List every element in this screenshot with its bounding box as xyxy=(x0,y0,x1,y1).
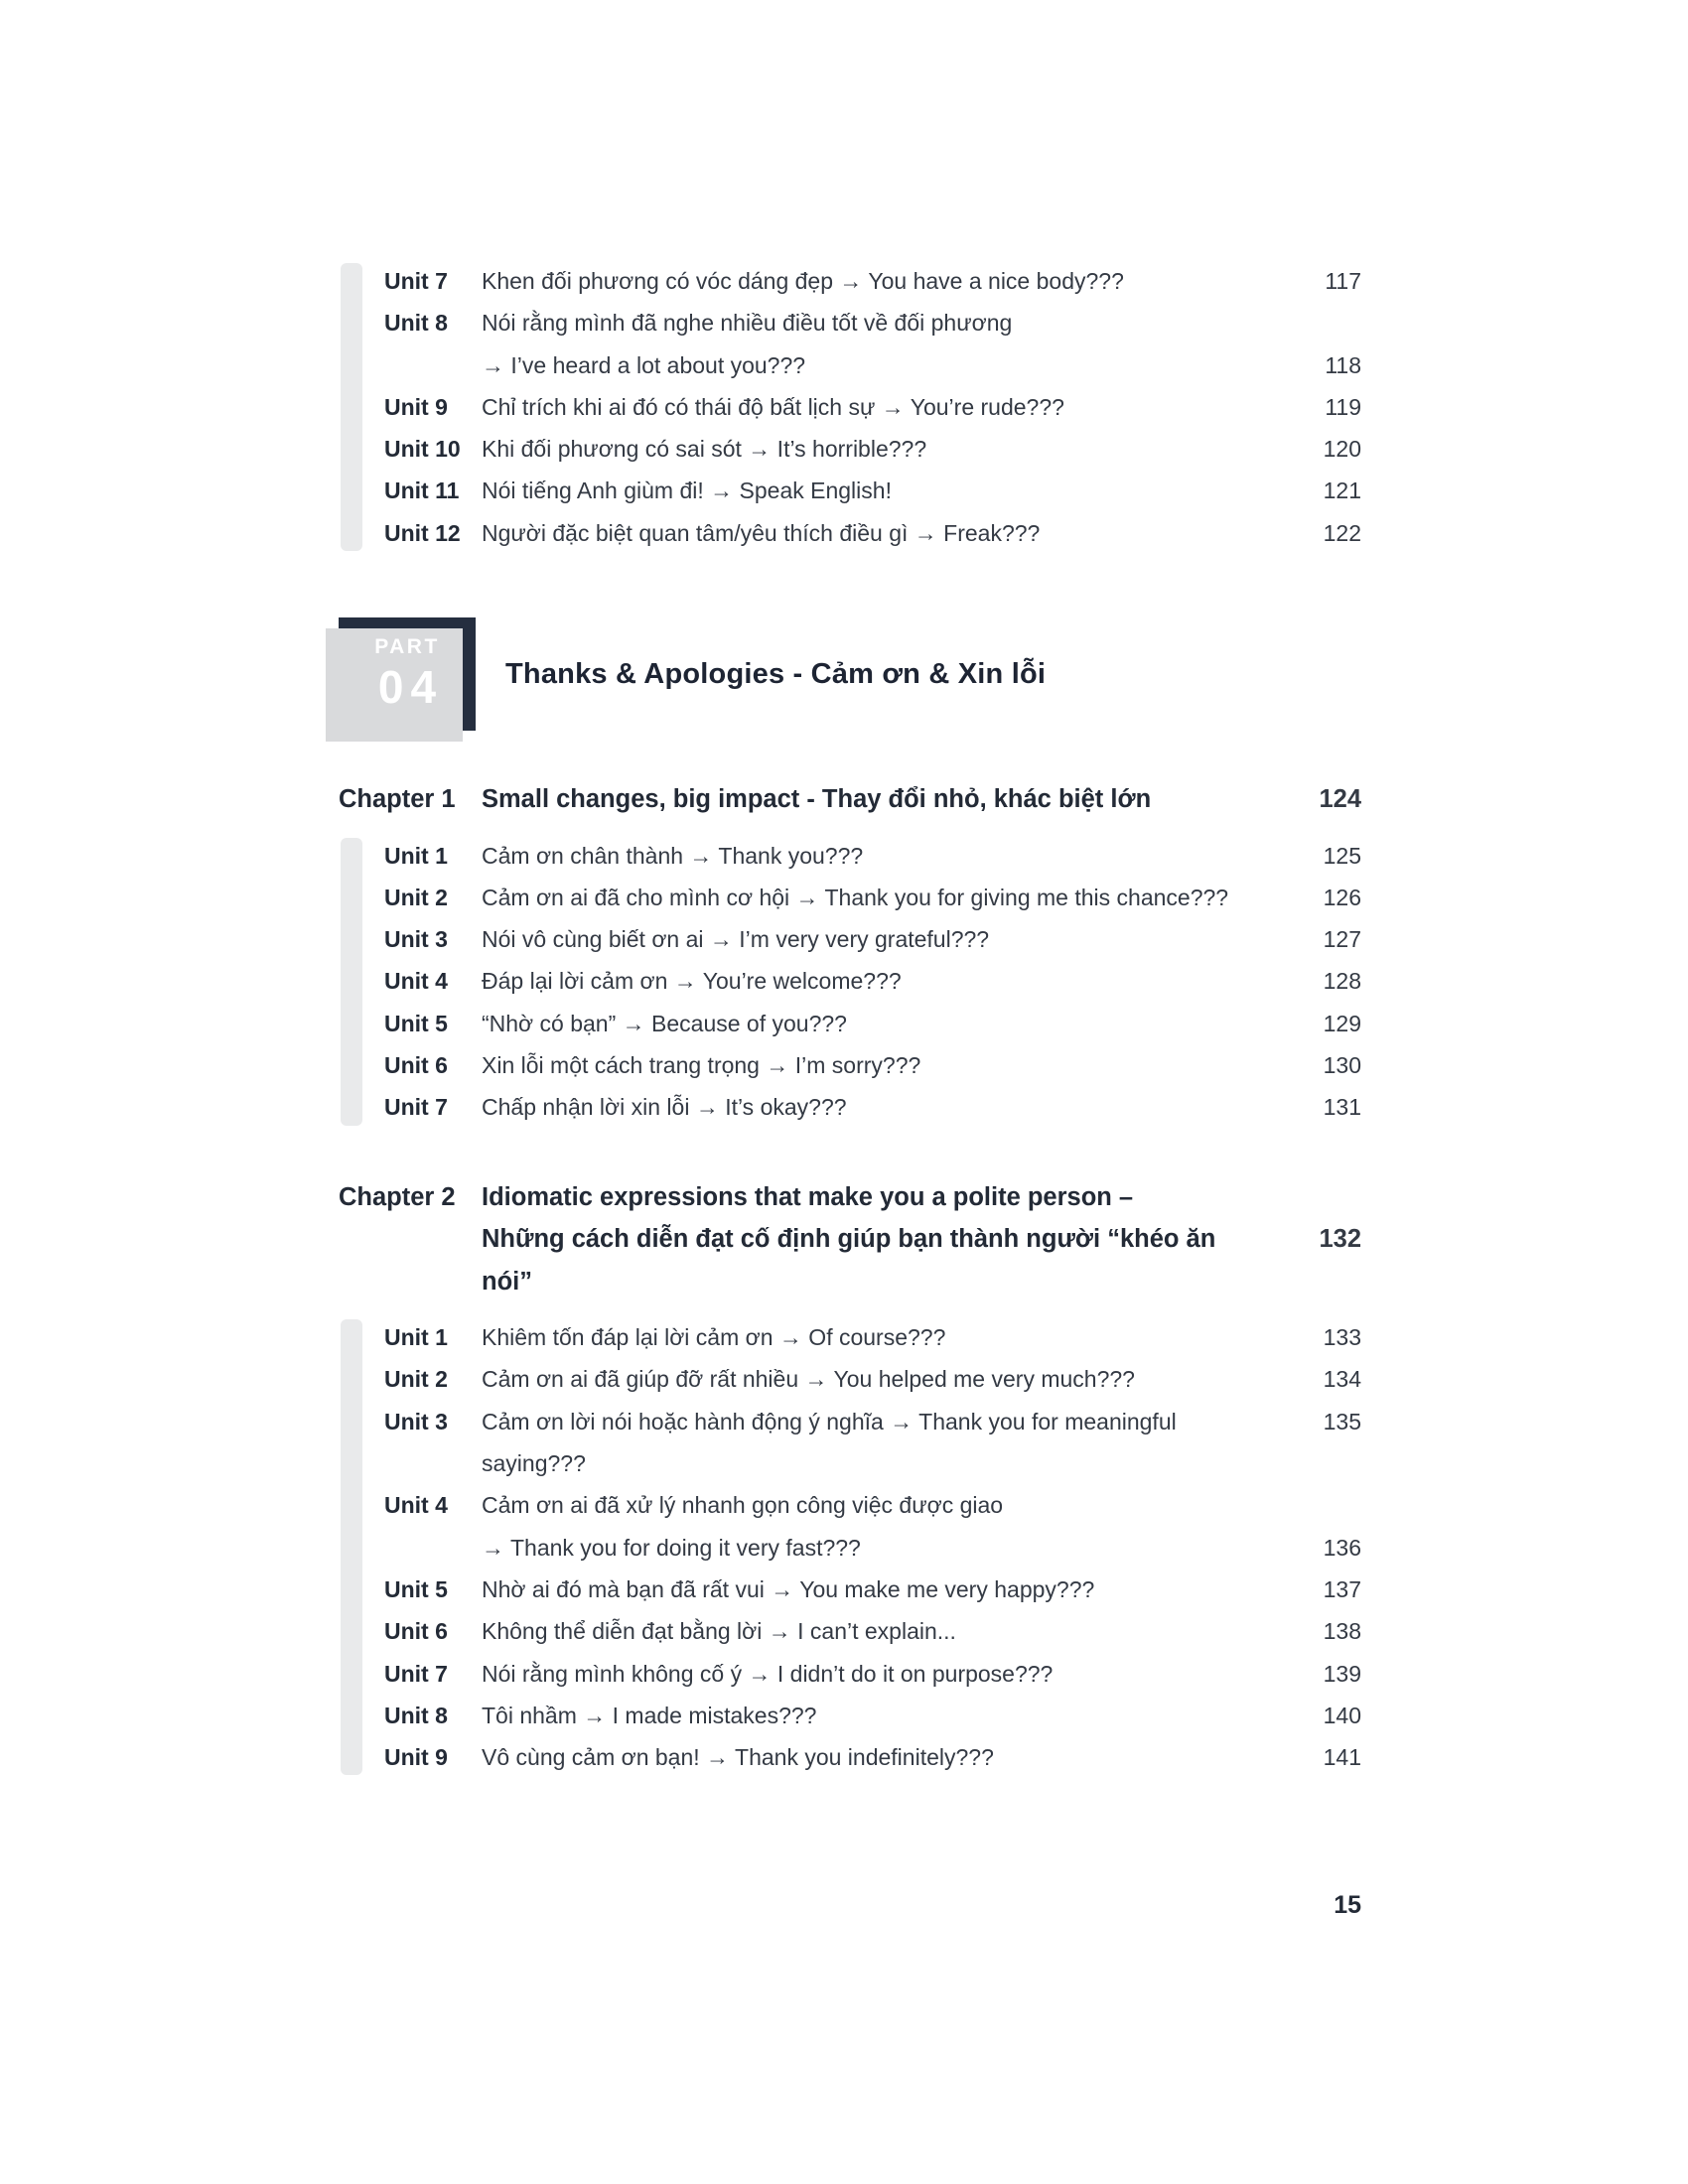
part-header xyxy=(339,617,1361,731)
toc-line xyxy=(482,344,1361,386)
toc-line xyxy=(482,1484,1361,1526)
unit-page-number: 129 xyxy=(1323,1010,1361,1036)
unit-body xyxy=(482,1736,1361,1778)
unit-label: Unit 2 xyxy=(384,884,448,910)
chapter-heading xyxy=(339,778,1361,821)
unit-entry-text: Cảm ơn ai đã giúp đỡ rất nhiều → You helped me very much??? xyxy=(482,1366,1135,1393)
unit-list xyxy=(339,260,1361,554)
toc-line xyxy=(482,1086,1361,1128)
toc-unit-row xyxy=(384,470,1361,511)
toc-unit-row xyxy=(384,960,1361,1002)
unit-group-bar xyxy=(341,838,362,1126)
unit-label: Unit 7 xyxy=(384,1094,448,1121)
toc-line xyxy=(482,512,1361,554)
toc-unit-row xyxy=(384,1695,1361,1736)
toc-unit-row xyxy=(384,1003,1361,1044)
unit-entry-text: Cảm ơn lời nói hoặc hành động ý nghĩa → Thank you for meaningful saying??? xyxy=(482,1408,1177,1477)
unit-entry-text: Đáp lại lời cảm ơn → You’re welcome??? xyxy=(482,968,902,995)
unit-label: Unit 9 xyxy=(384,393,448,420)
unit-page-number: 138 xyxy=(1323,1618,1361,1645)
chapter-page-number: 132 xyxy=(1319,1225,1361,1254)
part-badge xyxy=(339,617,476,731)
part-number: 04 xyxy=(377,660,444,713)
unit-entry-text: Tôi nhầm → I made mistakes??? xyxy=(482,1702,817,1728)
unit-entry-text: Không thể diễn đạt bằng lời → I can’t explain... xyxy=(482,1618,956,1645)
unit-body xyxy=(482,960,1361,1002)
toc-unit-row xyxy=(384,1401,1361,1485)
toc-line xyxy=(482,428,1361,470)
unit-page-number: 126 xyxy=(1323,884,1361,910)
toc-unit-row xyxy=(384,1610,1361,1652)
unit-entry-text: Khi đối phương có sai sót → It’s horrible??? xyxy=(482,436,927,463)
unit-entry-text: → I’ve heard a lot about you??? xyxy=(482,351,806,378)
toc-unit-row xyxy=(384,1316,1361,1358)
unit-label: Unit 11 xyxy=(384,478,460,504)
toc-unit-row xyxy=(384,1044,1361,1086)
chapter-title-lines xyxy=(482,778,1361,821)
toc-line xyxy=(482,1316,1361,1358)
unit-page-number: 134 xyxy=(1323,1366,1361,1393)
toc-line xyxy=(482,302,1361,343)
unit-page-number: 140 xyxy=(1323,1702,1361,1728)
toc-unit-row xyxy=(384,1358,1361,1400)
toc-line xyxy=(482,1695,1361,1736)
unit-entry-text: Nói rằng mình đã nghe nhiều điều tốt về đối phương xyxy=(482,310,1013,337)
unit-label: Unit 12 xyxy=(384,519,461,546)
chapter-page-number: 124 xyxy=(1319,785,1361,814)
unit-entry-text: Khen đối phương có vóc dáng đẹp → You have a nice body??? xyxy=(482,268,1124,294)
unit-page-number: 131 xyxy=(1323,1094,1361,1121)
unit-entry-text: Khiêm tốn đáp lại lời cảm ơn → Of course??? xyxy=(482,1324,946,1351)
unit-entry-text: Người đặc biệt quan tâm/yêu thích điều gì → Freak??? xyxy=(482,519,1041,546)
unit-body xyxy=(482,1358,1361,1400)
chapter-heading xyxy=(339,1176,1361,1303)
unit-body xyxy=(482,1044,1361,1086)
toc-line xyxy=(482,835,1361,877)
top-unit-list-slot xyxy=(339,260,1361,554)
unit-page-number: 120 xyxy=(1323,436,1361,463)
unit-page-number: 127 xyxy=(1323,926,1361,953)
unit-label: Unit 1 xyxy=(384,842,448,869)
chapter-title-lines xyxy=(482,1176,1361,1303)
toc-line xyxy=(482,877,1361,918)
unit-entry-text: Nói rằng mình không cố ý → I didn’t do it on purpose??? xyxy=(482,1660,1054,1687)
unit-body xyxy=(482,918,1361,960)
unit-page-number: 118 xyxy=(1325,351,1361,378)
toc-line xyxy=(482,1736,1361,1778)
unit-label: Unit 2 xyxy=(384,1366,448,1393)
unit-entry-text: Cảm ơn ai đã xử lý nhanh gọn công việc được giao xyxy=(482,1492,1004,1519)
unit-entry-text: Nhờ ai đó mà bạn đã rất vui → You make me very happy??? xyxy=(482,1575,1095,1602)
toc-unit-row xyxy=(384,1653,1361,1695)
toc-line xyxy=(482,1358,1361,1400)
unit-body xyxy=(482,835,1361,877)
unit-body xyxy=(482,1316,1361,1358)
unit-page-number: 141 xyxy=(1323,1744,1361,1771)
toc-line xyxy=(482,1401,1361,1485)
unit-page-number: 125 xyxy=(1323,842,1361,869)
unit-body xyxy=(482,1086,1361,1128)
unit-entry-text: Chỉ trích khi ai đó có thái độ bất lịch sự → You’re rude??? xyxy=(482,393,1064,420)
unit-label: Unit 7 xyxy=(384,268,448,294)
unit-page-number: 135 xyxy=(1323,1408,1361,1434)
unit-label: Unit 4 xyxy=(384,1492,448,1519)
chapter-label: Chapter 2 xyxy=(339,1182,456,1211)
unit-label: Unit 6 xyxy=(384,1618,448,1645)
toc-line xyxy=(482,1003,1361,1044)
unit-body xyxy=(482,428,1361,470)
unit-page-number: 133 xyxy=(1323,1324,1361,1351)
unit-body xyxy=(482,1653,1361,1695)
unit-label: Unit 1 xyxy=(384,1324,448,1351)
unit-list xyxy=(339,1316,1361,1778)
unit-body xyxy=(482,1484,1361,1569)
chapter-list xyxy=(339,778,1361,1778)
unit-entry-text: Xin lỗi một cách trang trọng → I’m sorry??? xyxy=(482,1052,921,1079)
unit-body xyxy=(482,302,1361,386)
unit-label: Unit 3 xyxy=(384,1408,448,1434)
chapter-label: Chapter 1 xyxy=(339,785,456,814)
toc-line xyxy=(482,470,1361,511)
part-kicker: PART xyxy=(374,634,440,658)
unit-body xyxy=(482,260,1361,302)
unit-label: Unit 8 xyxy=(384,1702,448,1728)
unit-entry-text: Vô cùng cảm ơn bạn! → Thank you indefinitely??? xyxy=(482,1744,994,1771)
toc-content xyxy=(339,260,1361,1778)
toc-line xyxy=(482,1569,1361,1610)
unit-entry-text: Cảm ơn chân thành → Thank you??? xyxy=(482,842,864,869)
toc-line xyxy=(482,386,1361,428)
unit-group-bar xyxy=(341,1319,362,1775)
toc-unit-row xyxy=(384,428,1361,470)
chapter-title: Small changes, big impact - Thay đổi nhỏ, khác biệt lớn xyxy=(482,785,1152,814)
unit-page-number: 128 xyxy=(1323,968,1361,995)
unit-page-number: 122 xyxy=(1323,519,1361,546)
chapter-section xyxy=(339,1176,1361,1779)
unit-body xyxy=(482,1003,1361,1044)
toc-unit-row xyxy=(384,1569,1361,1610)
toc-unit-row xyxy=(384,1086,1361,1128)
unit-list xyxy=(339,835,1361,1129)
unit-page-number: 117 xyxy=(1325,268,1361,294)
unit-group-bar xyxy=(341,263,362,551)
toc-unit-row xyxy=(384,512,1361,554)
toc-unit-row xyxy=(384,918,1361,960)
toc-unit-row xyxy=(384,386,1361,428)
unit-label: Unit 3 xyxy=(384,926,448,953)
unit-page-number: 119 xyxy=(1325,393,1361,420)
unit-label: Unit 10 xyxy=(384,436,461,463)
toc-unit-row xyxy=(384,1484,1361,1569)
unit-body xyxy=(482,877,1361,918)
unit-label: Unit 4 xyxy=(384,968,448,995)
unit-body xyxy=(482,1610,1361,1652)
chapter-title: Những cách diễn đạt cố định giúp bạn thành người “khéo ăn nói” xyxy=(482,1225,1216,1296)
toc-unit-row xyxy=(384,302,1361,386)
unit-body xyxy=(482,1695,1361,1736)
toc-line xyxy=(482,1527,1361,1569)
toc-line xyxy=(482,260,1361,302)
unit-page-number: 121 xyxy=(1323,478,1361,504)
unit-label: Unit 5 xyxy=(384,1010,448,1036)
unit-label: Unit 8 xyxy=(384,310,448,337)
unit-entry-text: Chấp nhận lời xin lỗi → It’s okay??? xyxy=(482,1094,847,1121)
unit-body xyxy=(482,1401,1361,1485)
unit-body xyxy=(482,386,1361,428)
chapter-title: Idiomatic expressions that make you a polite person – xyxy=(482,1182,1134,1211)
unit-entry-text: Nói tiếng Anh giùm đi! → Speak English! xyxy=(482,478,892,504)
toc-unit-row xyxy=(384,260,1361,302)
toc-line xyxy=(482,1044,1361,1086)
unit-entry-text: “Nhờ có bạn” → Because of you??? xyxy=(482,1010,847,1036)
toc-line xyxy=(482,960,1361,1002)
toc-unit-row xyxy=(384,835,1361,877)
unit-entry-text: Nói vô cùng biết ơn ai → I’m very very grateful??? xyxy=(482,926,990,953)
unit-body xyxy=(482,1569,1361,1610)
unit-label: Unit 7 xyxy=(384,1660,448,1687)
unit-page-number: 139 xyxy=(1323,1660,1361,1687)
toc-line xyxy=(482,1176,1361,1219)
toc-line xyxy=(482,918,1361,960)
chapter-section xyxy=(339,778,1361,1129)
toc-line xyxy=(482,778,1361,821)
toc-line xyxy=(482,1610,1361,1652)
toc-unit-row xyxy=(384,877,1361,918)
toc-unit-row xyxy=(384,1736,1361,1778)
part-title: Thanks & Apologies - Cảm ơn & Xin lỗi xyxy=(505,657,1047,690)
unit-page-number: 136 xyxy=(1323,1534,1361,1561)
page-number: 15 xyxy=(1334,1891,1361,1919)
unit-page-number: 130 xyxy=(1323,1052,1361,1079)
unit-entry-text: → Thank you for doing it very fast??? xyxy=(482,1534,861,1561)
toc-line xyxy=(482,1653,1361,1695)
unit-label: Unit 5 xyxy=(384,1575,448,1602)
unit-label: Unit 6 xyxy=(384,1052,448,1079)
unit-page-number: 137 xyxy=(1323,1575,1361,1602)
unit-body xyxy=(482,470,1361,511)
unit-entry-text: Cảm ơn ai đã cho mình cơ hội → Thank you for giving me this chance??? xyxy=(482,884,1229,910)
toc-line xyxy=(482,1218,1361,1302)
unit-label: Unit 9 xyxy=(384,1744,448,1771)
unit-body xyxy=(482,512,1361,554)
